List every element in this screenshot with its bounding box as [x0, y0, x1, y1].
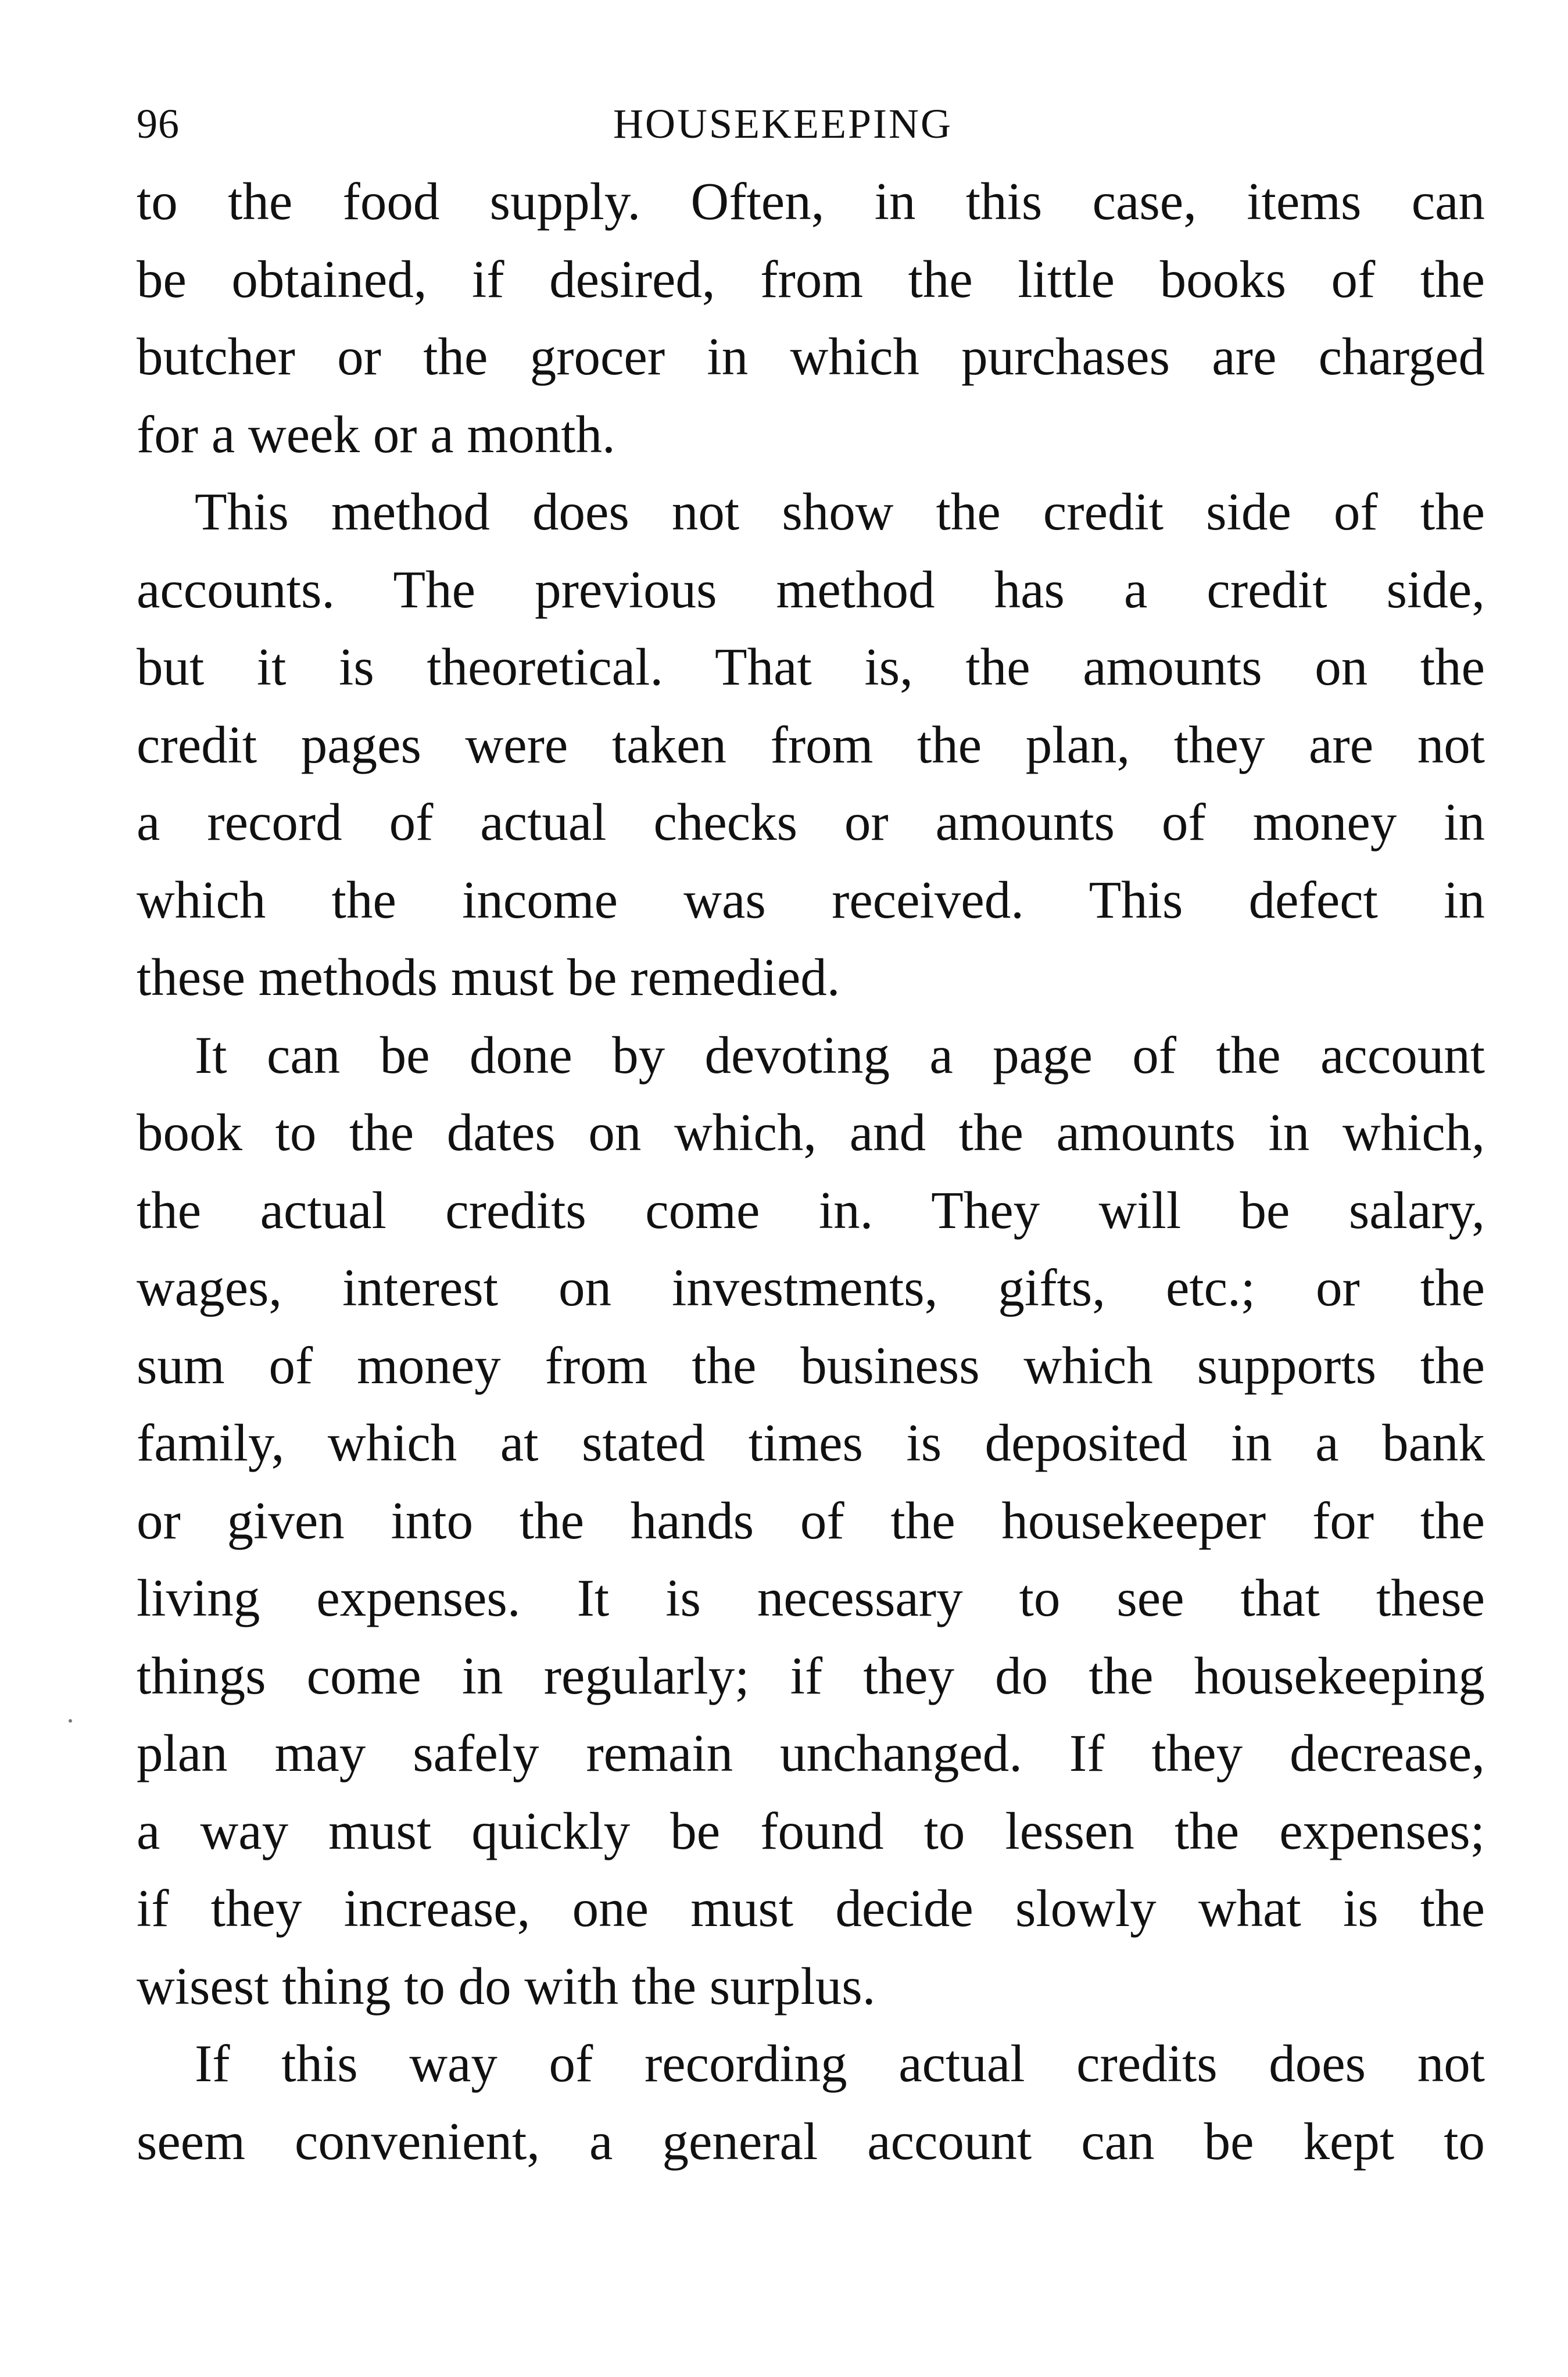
text-line: which the income was received. This defect in [137, 870, 1485, 929]
text-line: be obtained, if desired, from the little books of the [137, 249, 1485, 309]
text-line: seem convenient, a general account can be kept to [137, 2111, 1485, 2171]
text-line: things come in regularly; if they do the housekeeping [137, 1646, 1485, 1705]
text-line: book to the dates on which, and the amounts in which, [137, 1103, 1485, 1162]
text-line: If this way of recording actual credits does not [195, 2034, 1485, 2093]
text-line: living expenses. It is necessary to see that these [137, 1569, 1485, 1627]
text-line: but it is theoretical. That is, the amounts on the [137, 638, 1485, 696]
body-text [137, 163, 1485, 2180]
text-line: these methods must be remedied. [137, 948, 840, 1007]
text-line: sum of money from the business which supports the [137, 1336, 1485, 1395]
text-line: family, which at stated times is deposited in a bank [137, 1413, 1485, 1472]
page-header [137, 87, 1485, 163]
text-line: if they increase, one must decide slowly what is the [137, 1879, 1485, 1938]
margin-mark [69, 1719, 72, 1723]
text-line: to the food supply. Often, in this case, items can [137, 172, 1485, 231]
text-line: for a week or a month. [137, 404, 615, 464]
paragraph-1 [137, 163, 1485, 473]
text-line: wages, interest on investments, gifts, etc.; or the [137, 1258, 1485, 1317]
running-head: HOUSEKEEPING [613, 101, 953, 147]
text-line: a way must quickly be found to lessen the expenses; [137, 1801, 1485, 1860]
text-line: credit pages were taken from the plan, they are not [137, 715, 1485, 774]
text-line: wisest thing to do with the surplus. [137, 1956, 876, 2016]
page-number: 96 [137, 101, 180, 147]
text-line: It can be done by devoting a page of the account [195, 1025, 1485, 1084]
text-line: butcher or the grocer in which purchases are charged [137, 327, 1485, 386]
text-line: or given into the hands of the housekeeper for the [137, 1491, 1485, 1550]
paragraph-3 [137, 1016, 1485, 2025]
book-page [137, 87, 1485, 2180]
text-line: the actual credits come in. They will be salary, [137, 1180, 1485, 1240]
text-line: This method does not show the credit side of the [195, 482, 1485, 541]
paragraph-2 [137, 473, 1485, 1016]
text-line: a record of actual checks or amounts of money in [137, 793, 1485, 851]
text-line: plan may safely remain unchanged. If they decrease, [137, 1724, 1485, 1782]
paragraph-4 [137, 2025, 1485, 2180]
text-line: accounts. The previous method has a credit side, [137, 560, 1485, 619]
